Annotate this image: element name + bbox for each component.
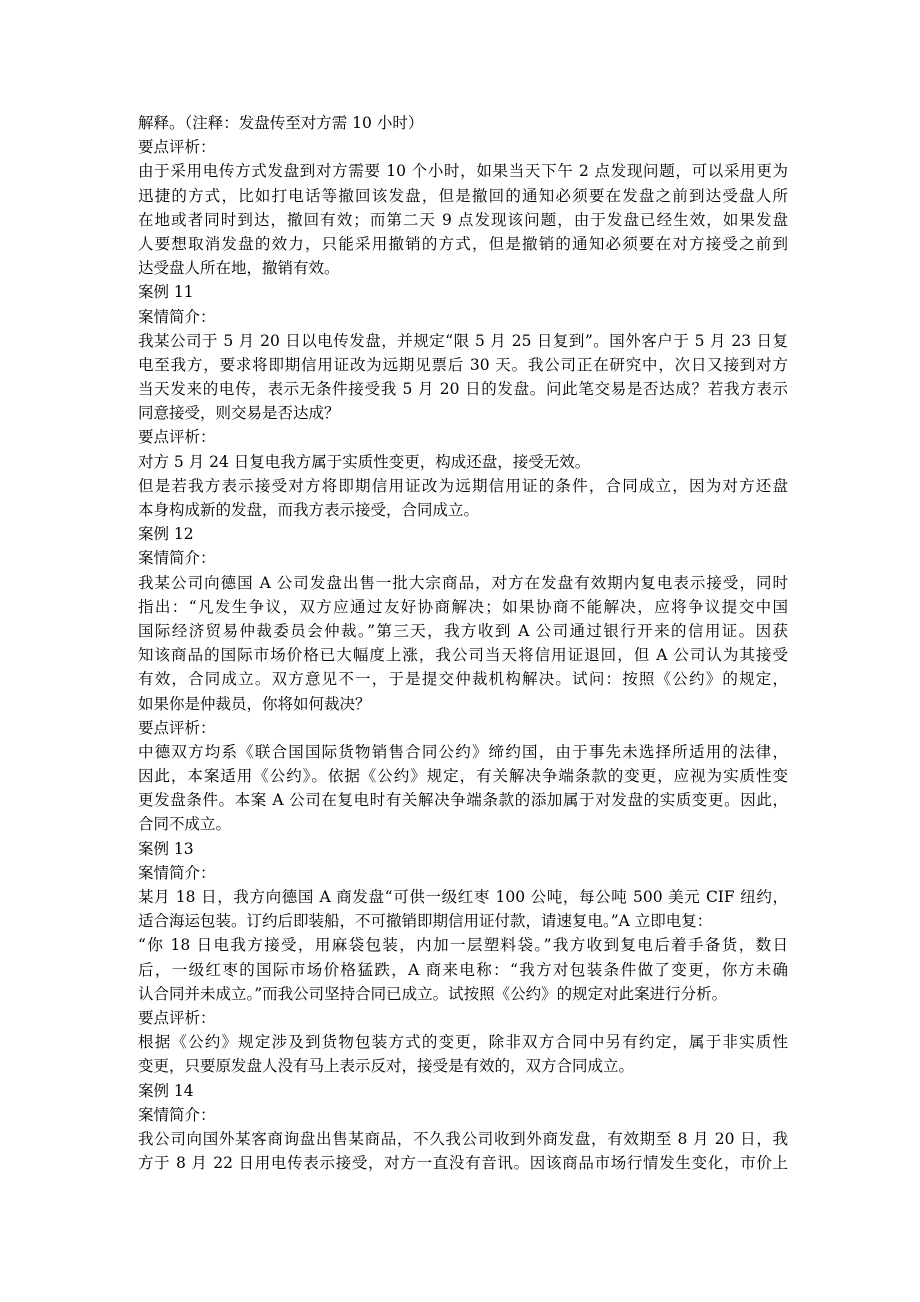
text-line: 根据《公约》规定涉及到货物包装方式的变更，除非双方合同中另有约定，属于非实质性 [138,1033,788,1052]
text-line: 更发盘条件。本案 A 公司在复电时有关解决争端条款的添加属于对发盘的实质变更。因此， [138,791,788,810]
text-line: 案情简介： [138,863,216,882]
text-line: 要点评析： [138,718,216,737]
text-line: 本身构成新的发盘，而我方表示接受，合同成立。 [138,501,480,519]
text-line: 案情简介： [138,307,216,326]
text-line: 我公司向国外某客商询盘出售某商品，不久我公司收到外商发盘，有效期至 8 月 20 日，我 [138,1129,788,1148]
text-line: “你 18 日电我方接受，用麻袋包装，内加一层塑料袋。”我方收到复电后着手备货，数日 [138,936,788,955]
text-line: 合同不成立。 [138,815,232,834]
text-line: 有效，合同成立。双方意见不一，于是提交仲裁机构解决。试问：按照《公约》的规定， [138,670,788,689]
text-line: 同意接受，则交易是否达成？ [138,404,340,423]
text-line: 国际经济贸易仲裁委员会仲裁。”第三天，我方收到 A 公司通过银行开来的信用证。因获 [138,621,788,640]
text-line: 案例 11 [138,283,194,302]
text-line: 认合同并未成立。”而我公司坚持合同已成立。试按照《公约》的规定对此案进行分析。 [138,984,728,1003]
text-line: 要点评析： [138,428,216,447]
text-line: 要点评析： [138,138,216,157]
document-body [138,111,788,1175]
text-line: 当天发来的电传，表示无条件接受我 5 月 20 日的发盘。问此笔交易是否达成？若我方表示 [138,380,788,399]
text-line: 方于 8 月 22 日用电传表示接受，对方一直没有音讯。因该商品市场行情发生变化，市价上 [138,1154,788,1173]
text-line: 某月 18 日，我方向德国 A 商发盘“可供一级红枣 100 公吨，每公吨 500 美元 CIF 纽约， [138,888,788,906]
text-line: 由于采用电传方式发盘到对方需要 10 个小时，如果当天下午 2 点发现问题，可以采用更为 [138,162,788,181]
text-line: 达受盘人所在地，撤销有效。 [138,259,340,278]
text-line: 但是若我方表示接受对方将即期信用证改为远期信用证的条件，合同成立，因为对方还盘 [138,476,788,495]
text-line: 我某公司向德国 A 公司发盘出售一批大宗商品，对方在发盘有效期内复电表示接受，同时 [138,573,788,592]
text-line: 后，一级红枣的国际市场价格猛跌，A 商来电称：“我方对包装条件做了变更，你方未确 [138,960,788,979]
text-line: 在地或者同时到达，撤回有效；而第二天 9 点发现该问题，由于发盘已经生效，如果发盘 [138,210,788,229]
text-line: 案例 14 [138,1081,194,1100]
text-line: 案例 12 [138,525,194,544]
text-line: 因此，本案适用《公约》。依据《公约》规定，有关解决争端条款的变更，应视为实质性变 [138,767,788,786]
text-line: 指出：“凡发生争议，双方应通过友好协商解决；如果协商不能解决，应将争议提交中国 [138,597,788,616]
text-line: 对方 5 月 24 日复电我方属于实质性变更，构成还盘，接受无效。 [138,452,591,471]
text-line: 电至我方，要求将即期信用证改为远期见票后 30 天。我公司正在研究中，次日又接到对方 [138,355,788,374]
text-line: 如果你是仲裁员，你将如何裁决？ [138,694,371,713]
text-line: 案情简介： [138,1105,216,1124]
text-line: 知该商品的国际市场价格已大幅度上涨，我公司当天将信用证退回，但 A 公司认为其接受 [138,646,788,665]
text-line: 解释。（注释：发盘传至对方需 10 小时） [138,114,424,132]
text-line: 人要想取消发盘的效力，只能采用撤销的方式，但是撤销的通知必须要在对方接受之前到 [138,234,788,253]
text-line: 要点评析： [138,1008,216,1027]
text-line: 案例 13 [138,839,194,858]
text-line: 适合海运包装。订约后即装船，不可撤销即期信用证付款，请速复电。”A 立即电复： [138,912,713,931]
text-line: 我某公司于 5 月 20 日以电传发盘，并规定“限 5 月 25 日复到”。国外客户于 5 月 23 日复 [138,331,788,350]
text-line: 中德双方均系《联合国国际货物销售合同公约》缔约国，由于事先未选择所适用的法律， [138,742,788,761]
text-line: 案情简介： [138,549,216,568]
text-line: 变更，只要原发盘人没有马上表示反对，接受是有效的，双方合同成立。 [138,1057,635,1076]
text-line: 迅捷的方式，比如打电话等撤回该发盘，但是撤回的通知必须要在发盘之前到达受盘人所 [138,186,788,205]
